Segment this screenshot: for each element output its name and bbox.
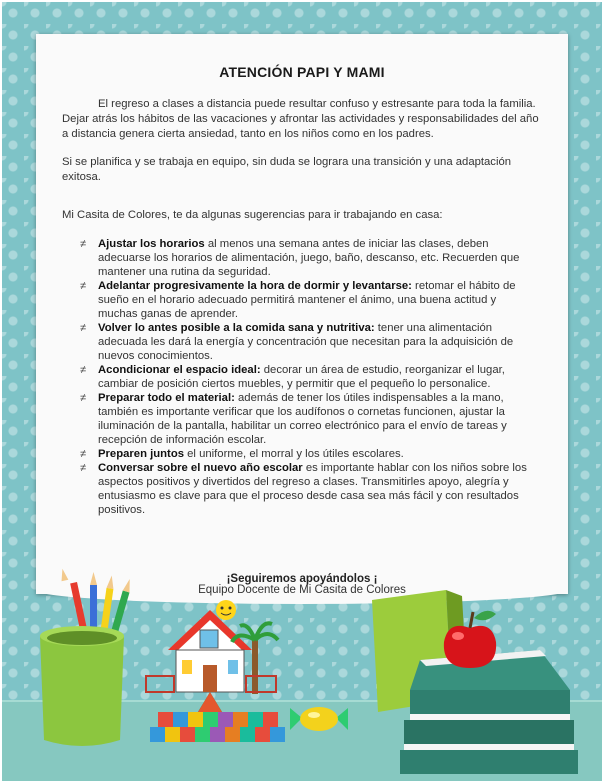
tip-text: retomar el hábito de sueño en el horario adecuado permitirá mantener el ánimo, una buena actitud y muchas ganas de aprender. <box>98 280 516 320</box>
page-title: ATENCIÓN PAPI Y MAMI <box>219 64 385 80</box>
tip-heading: Preparen juntos <box>98 448 185 460</box>
tip-heading: Preparar todo el material: <box>98 392 235 404</box>
tip-text: tener una alimentación adecuada les dará la energía y concentración que necesitan para la adquisición de nuevos conocimientos. <box>98 322 514 362</box>
bullet-icon: ≠ <box>80 364 87 376</box>
bullet-icon: ≠ <box>80 448 87 460</box>
books-stack-icon <box>372 590 578 774</box>
intro-paragraph-1: El regreso a clases a distancia puede resultar confuso y estresante para toda la familia. Dejar atrás los hábitos de las vacaciones y afrontar las actividades y responsabilidades del año a distancia genera cierta ansiedad, tanto en los niños como en los padres. <box>62 98 539 140</box>
tips-lead-in: Mi Casita de Colores, te da algunas sugerencias para ir trabajando en casa: <box>62 209 443 221</box>
alphabet-blocks-logo <box>150 712 285 742</box>
tip-heading: Conversar sobre el nuevo año escolar <box>98 462 303 474</box>
tip-text: es importante hablar con los niños sobre los aspectos positivos y divertidos del regreso a clases. Transmitirles apoyo, alegría y entusiasmo es clave para que el proceso desde casa sea más fácil y con resultados positivos. <box>98 462 527 516</box>
intro-paragraph-2: Si se planifica y se trabaja en equipo, sin duda se lograra una transición y una adaptación exitosa. <box>62 156 512 183</box>
bullet-icon: ≠ <box>80 322 87 334</box>
tip-text: el uniforme, el morral y los útiles escolares. <box>184 448 404 460</box>
tip-text: decorar un área de estudio, reorganizar el lugar, cambiar de posición ciertos muebles, y permitir que el pequeño lo personalice. <box>98 364 505 390</box>
tip-heading: Adelantar progresivamente la hora de dormir y levantarse: <box>98 280 412 292</box>
signature-line <box>0 584 604 596</box>
bullet-icon: ≠ <box>80 280 87 292</box>
bullet-icon: ≠ <box>80 238 87 250</box>
bullet-icon: ≠ <box>80 392 87 404</box>
tip-text: al menos una semana antes de iniciar las clases, deben adecuarse los horarios de alimentación, juego, baño, descanso, etc. Recuerden que mantener una rutina da seguridad. <box>98 238 520 278</box>
signature-text: Equipo Docente de Mi Casita de Colores <box>198 584 406 596</box>
candy-icon <box>290 707 348 731</box>
bullet-icon: ≠ <box>80 462 87 474</box>
tip-text: además de tener los útiles indispensables a la mano, también es importante verificar que los audífonos o cornetas funcionen, ajustar la iluminación de la pantalla, habilitar un correo electrónico para el envío de tareas y recepción de información escolar. <box>98 392 507 446</box>
school-house-logo <box>146 600 278 725</box>
tip-heading: Ajustar los horarios <box>98 238 205 250</box>
closing-line: ¡Seguiremos apoyándolos ¡ <box>226 573 378 585</box>
tip-heading: Volver lo antes posible a la comida sana y nutritiva: <box>98 322 375 334</box>
tip-heading: Acondicionar el espacio ideal: <box>98 364 261 376</box>
